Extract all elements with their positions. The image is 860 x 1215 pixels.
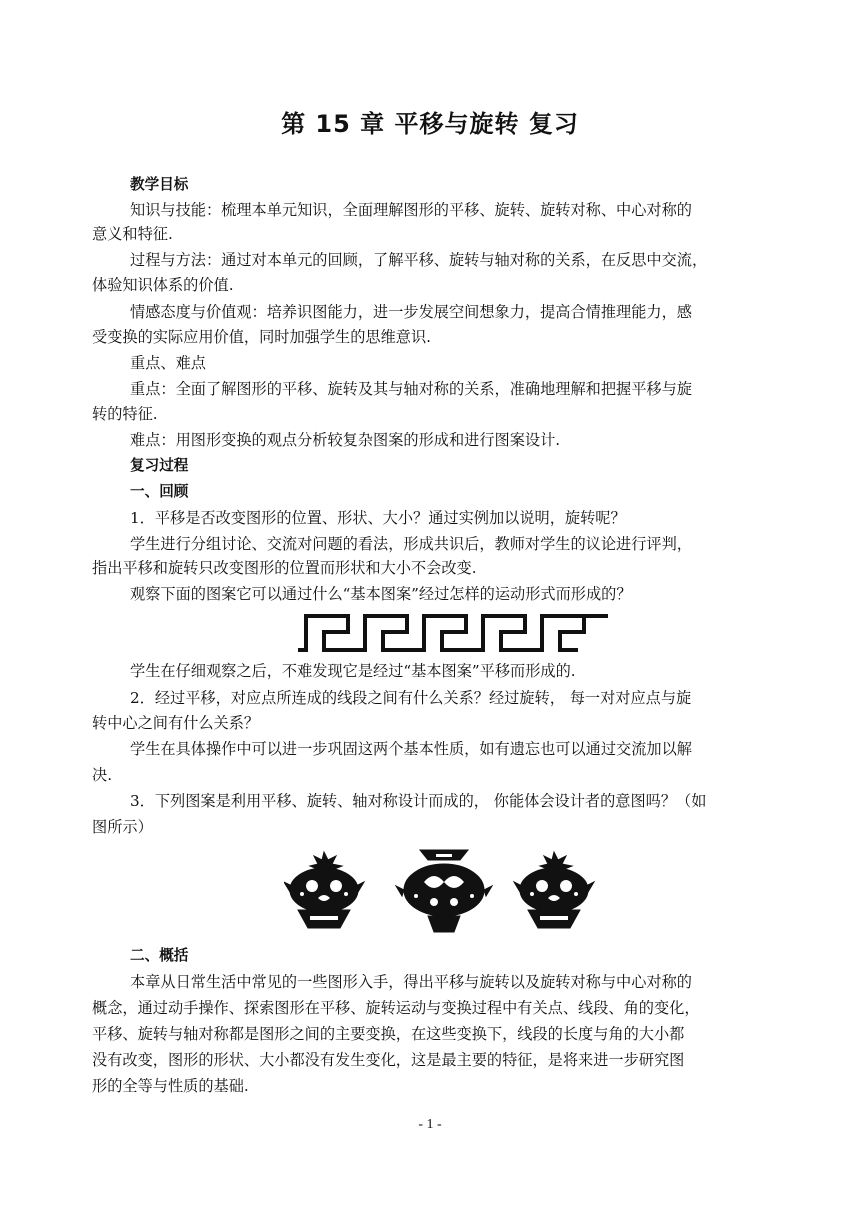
goal-attitude-line1: 情感态度与价值观：培养识图能力，进一步发展空间想象力，提高合情推理能力，感 xyxy=(130,303,692,321)
summary-line5: 形的全等与性质的基础. xyxy=(92,1077,249,1095)
practice-line1: 学生在具体操作中可以进一步巩固这两个基本性质，如有遗忘也可以通过交流加以解 xyxy=(130,740,692,758)
discussion-line1: 学生进行分组讨论、交流对问题的看法，形成共识后，教师对学生的议论进行评判， xyxy=(130,535,692,553)
goal-attitude-line2: 受变换的实际应用价值，同时加强学生的思维意识. xyxy=(92,328,431,346)
key-point-line1: 重点：全面了解图形的平移、旋转及其与轴对称的关系，准确地理解和把握平移与旋 xyxy=(130,380,692,398)
goal-knowledge-line1: 知识与技能：梳理本单元知识，全面理解图形的平移、旋转、旋转对称、中心对称的 xyxy=(130,201,692,219)
key-point-line2: 转的特征. xyxy=(92,405,158,423)
key-points-heading: 重点、难点 xyxy=(130,354,206,372)
practice-line2: 决. xyxy=(92,766,113,784)
ornament-center xyxy=(396,850,492,932)
meander-pattern-figure xyxy=(298,612,610,654)
goal-process-line2: 体验知识体系的价值. xyxy=(92,276,234,294)
question-2-line1: 2．经过平移，对应点所连成的线段之间有什么关系？经过旋转， 每一对对应点与旋 xyxy=(130,689,692,707)
summary-line3: 平移、旋转与轴对称都是图形之间的主要变换，在这些变换下，线段的长度与角的大小都 xyxy=(92,1025,685,1043)
question-2-line2: 转中心之间有什么关系？ xyxy=(92,714,260,732)
question-1: 1．平移是否改变图形的位置、形状、大小？通过实例加以说明，旋转呢？ xyxy=(130,509,626,527)
page-number: - 1 - xyxy=(418,1117,442,1132)
observation-result: 学生在仔细观察之后，不难发现它是经过“基本图案”平移而形成的. xyxy=(130,662,576,680)
goal-knowledge-line2: 意义和特征. xyxy=(92,225,173,243)
goals-heading: 教学目标 xyxy=(130,176,189,193)
question-3-line2: 图所示） xyxy=(92,818,153,836)
ornament-patterns-figure xyxy=(284,846,604,934)
discussion-line2: 指出平移和旋转只改变图形的位置而形状和大小不会改变. xyxy=(92,559,477,577)
summary-heading: 二、概括 xyxy=(130,947,189,964)
page-title: 第 15 章 平移与旋转 复习 xyxy=(281,110,579,138)
summary-line4: 没有改变，图形的形状、大小都没有发生变化，这是最主要的特征，是将来进一步研究图 xyxy=(92,1051,685,1069)
question-3-line1: 3．下列图案是利用平移、旋转、轴对称设计而成的， 你能体会设计者的意图吗？（如 xyxy=(130,792,707,810)
review-heading: 一、回顾 xyxy=(130,483,189,500)
observe-prompt: 观察下面的图案它可以通过什么“基本图案”经过怎样的运动形式而形成的？ xyxy=(130,585,632,603)
summary-line1: 本章从日常生活中常见的一些图形入手，得出平移与旋转以及旋转对称与中心对称的 xyxy=(130,973,692,991)
ornament-left xyxy=(284,852,364,928)
process-heading: 复习过程 xyxy=(130,457,189,474)
goal-process-line1: 过程与方法：通过对本单元的回顾，了解平移、旋转与轴对称的关系，在反思中交流， xyxy=(130,251,708,269)
summary-line2: 概念，通过动手操作、探索图形在平移、旋转运动与变换过程中有关点、线段、角的变化， xyxy=(92,999,700,1017)
ornament-right xyxy=(514,852,594,928)
difficulty-line: 难点：用图形变换的观点分析较复杂图案的形成和进行图案设计. xyxy=(130,431,561,449)
